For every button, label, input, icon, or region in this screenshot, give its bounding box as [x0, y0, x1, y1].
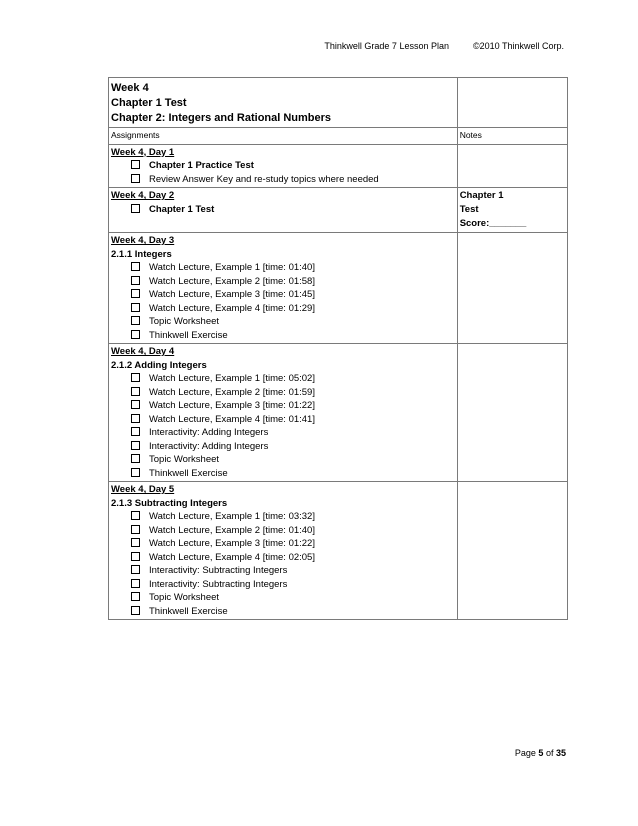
assignments-header: Assignments — [109, 128, 458, 145]
day1-notes — [457, 144, 567, 188]
checkbox[interactable] — [131, 316, 140, 325]
chapter-test-title: Chapter 1 Test — [111, 97, 187, 109]
checkbox[interactable] — [131, 592, 140, 601]
checkbox[interactable] — [131, 330, 140, 339]
item-label: Watch Lecture, Example 2 [time: 01:59] — [149, 386, 315, 398]
day5-item — [111, 605, 455, 619]
day4-item — [111, 440, 455, 454]
day2-heading: Week 4, Day 2 — [111, 190, 175, 201]
day3-heading: Week 4, Day 3 — [111, 235, 175, 246]
item-label: Watch Lecture, Example 2 [time: 01:40] — [149, 524, 315, 536]
day2-item — [111, 203, 455, 217]
day3-item — [111, 329, 455, 343]
day4-item — [111, 453, 455, 467]
checkbox[interactable] — [131, 400, 140, 409]
checkbox[interactable] — [131, 414, 140, 423]
day5-item — [111, 537, 455, 551]
day4-item — [111, 426, 455, 440]
item-label: Topic Worksheet — [149, 316, 220, 327]
day1-item — [111, 159, 455, 173]
page-footer — [515, 748, 566, 758]
week-title: Week 4 — [111, 82, 149, 94]
notes-line: Test — [459, 204, 479, 215]
item-label: Interactivity: Adding Integers — [149, 440, 269, 452]
day2-cell — [109, 188, 458, 233]
column-header-row — [109, 128, 568, 145]
item-label: Watch Lecture, Example 2 [time: 01:58] — [149, 275, 315, 287]
chapter-title: Chapter 2: Integers and Rational Numbers — [111, 112, 332, 124]
checkbox[interactable] — [131, 373, 140, 382]
checkbox[interactable] — [131, 160, 140, 169]
item-label: Watch Lecture, Example 3 [time: 01:45] — [149, 289, 315, 300]
day3-item — [111, 288, 455, 302]
checkbox[interactable] — [131, 579, 140, 588]
title-cell — [109, 78, 458, 128]
page-header — [324, 41, 564, 51]
checkbox[interactable] — [131, 525, 140, 534]
item-label: Chapter 1 Practice Test — [149, 160, 254, 171]
notes-line: Chapter 1 — [459, 190, 504, 201]
day4-item — [111, 372, 455, 386]
checkbox[interactable] — [131, 262, 140, 271]
checkbox[interactable] — [131, 174, 140, 183]
day3-item — [111, 261, 455, 275]
item-label: Chapter 1 Test — [149, 203, 215, 215]
checkbox[interactable] — [131, 276, 140, 285]
day4-item — [111, 413, 455, 427]
checkbox[interactable] — [131, 565, 140, 574]
item-label: Watch Lecture, Example 3 [time: 01:22] — [149, 400, 315, 411]
day4-cell — [109, 344, 458, 482]
of-word: of — [545, 748, 554, 758]
item-label: Interactivity: Adding Integers — [149, 427, 269, 438]
notes-line: Score:_______ — [459, 218, 527, 229]
day3-item — [111, 302, 455, 316]
title-row — [109, 78, 568, 128]
item-label: Interactivity: Subtracting Integers — [149, 578, 288, 590]
day1-row — [109, 144, 568, 188]
day5-heading: Week 4, Day 5 — [111, 484, 175, 495]
item-label: Watch Lecture, Example 3 [time: 01:22] — [149, 538, 315, 549]
checkbox[interactable] — [131, 441, 140, 450]
day5-topic: 2.1.3 Subtracting Integers — [111, 497, 228, 509]
header-left-text: Thinkwell Grade 7 Lesson Plan — [324, 41, 449, 51]
checkbox[interactable] — [131, 552, 140, 561]
day5-cell — [109, 482, 458, 620]
title-notes-cell — [457, 78, 567, 128]
day5-item — [111, 524, 455, 538]
day4-row — [109, 344, 568, 482]
lesson-plan-table — [108, 77, 568, 620]
item-label: Watch Lecture, Example 1 [time: 01:40] — [149, 262, 315, 273]
day4-notes — [457, 344, 567, 482]
checkbox[interactable] — [131, 538, 140, 547]
checkbox[interactable] — [131, 468, 140, 477]
day5-row — [109, 482, 568, 620]
day5-item — [111, 591, 455, 605]
day4-item — [111, 399, 455, 413]
day3-notes — [457, 233, 567, 344]
checkbox[interactable] — [131, 289, 140, 298]
checkbox[interactable] — [131, 606, 140, 615]
day2-notes — [457, 188, 567, 233]
item-label: Topic Worksheet — [149, 454, 220, 465]
day5-item — [111, 578, 455, 592]
day5-item — [111, 510, 455, 524]
page-number: 5 — [538, 748, 544, 758]
day4-item — [111, 467, 455, 481]
item-label: Thinkwell Exercise — [149, 605, 228, 617]
day5-item — [111, 551, 455, 565]
day3-item — [111, 275, 455, 289]
day4-topic: 2.1.2 Adding Integers — [111, 359, 207, 371]
item-label: Thinkwell Exercise — [149, 467, 228, 479]
page-word: Page — [514, 748, 536, 758]
header-right-text: ©2010 Thinkwell Corp. — [472, 41, 564, 51]
item-label: Watch Lecture, Example 4 [time: 01:29] — [149, 302, 315, 314]
checkbox[interactable] — [131, 454, 140, 463]
day1-cell — [109, 144, 458, 188]
item-label: Thinkwell Exercise — [149, 329, 228, 341]
day1-heading: Week 4, Day 1 — [111, 146, 175, 158]
checkbox[interactable] — [131, 387, 140, 396]
notes-header: Notes — [457, 128, 567, 145]
day5-item — [111, 564, 455, 578]
day5-notes — [457, 482, 567, 620]
day4-item — [111, 386, 455, 400]
item-label: Topic Worksheet — [149, 592, 220, 603]
checkbox[interactable] — [131, 303, 140, 312]
item-label: Interactivity: Subtracting Integers — [149, 565, 288, 576]
checkbox[interactable] — [131, 204, 140, 213]
item-label: Review Answer Key and re-study topics where needed — [149, 173, 379, 185]
item-label: Watch Lecture, Example 4 [time: 02:05] — [149, 551, 315, 563]
day3-topic: 2.1.1 Integers — [111, 248, 172, 260]
day4-heading: Week 4, Day 4 — [111, 346, 175, 357]
checkbox[interactable] — [131, 427, 140, 436]
day3-row — [109, 233, 568, 344]
day2-row — [109, 188, 568, 233]
item-label: Watch Lecture, Example 1 [time: 05:02] — [149, 373, 315, 384]
checkbox[interactable] — [131, 511, 140, 520]
day3-item — [111, 315, 455, 329]
day3-cell — [109, 233, 458, 344]
page-total: 35 — [555, 748, 566, 758]
item-label: Watch Lecture, Example 1 [time: 03:32] — [149, 511, 315, 522]
item-label: Watch Lecture, Example 4 [time: 01:41] — [149, 413, 315, 425]
day1-item — [111, 173, 455, 187]
